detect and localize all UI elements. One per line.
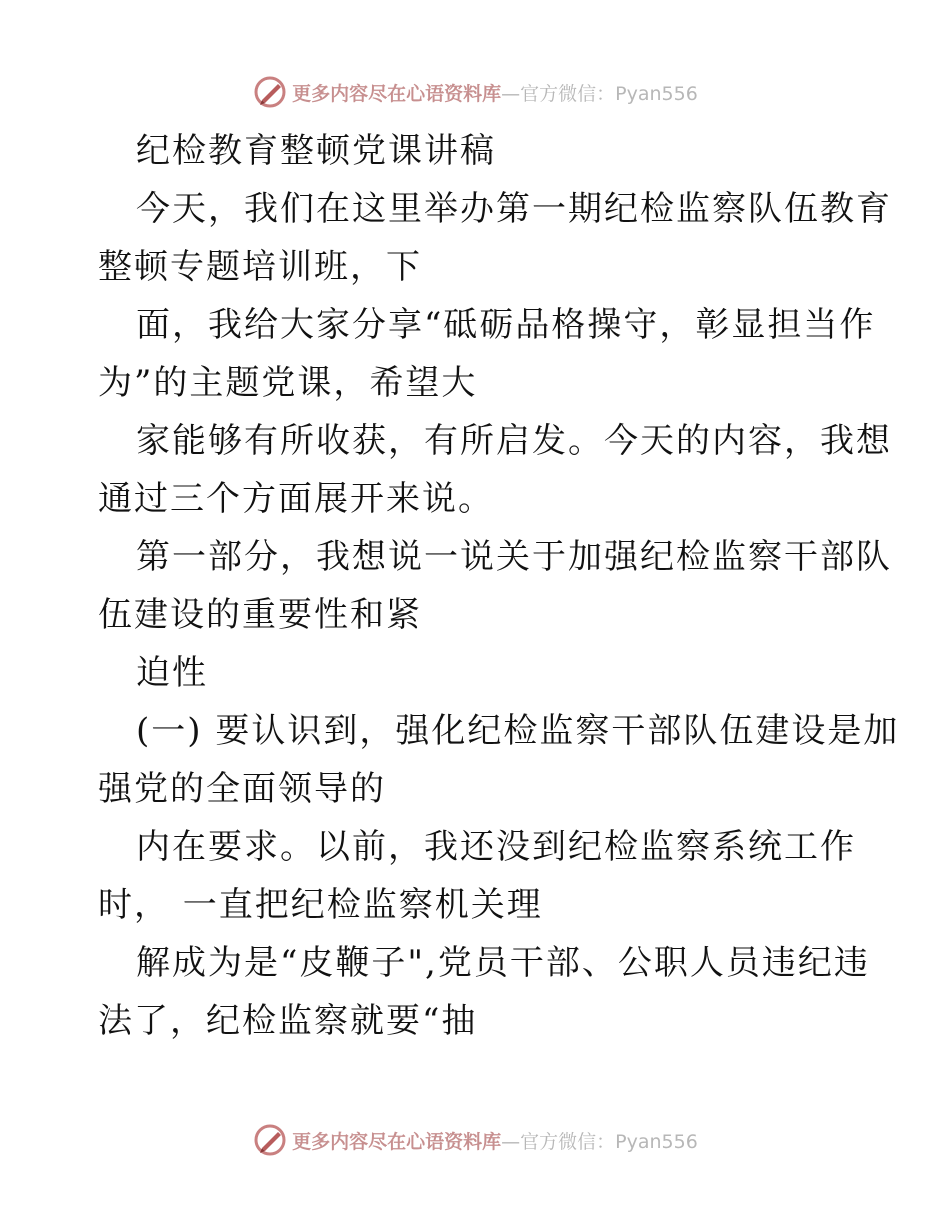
text-line: 伍建设的重要性和紧 — [98, 595, 422, 635]
text-line: 今天，我们在这里举办第一期纪检监察队伍教育 — [136, 189, 892, 229]
banner-text: 更多内容尽在心语资料库 — [292, 82, 502, 105]
text-line: 面，我给大家分享“砥砺品格操守，彰显担当作 — [136, 305, 876, 345]
text-line: 时， 一直把纪检监察机关理 — [98, 885, 543, 925]
text-line: 解成为是“皮鞭子",党员干部、公职人员违纪违 — [136, 943, 870, 983]
text-line: 强党的全面领导的 — [98, 769, 386, 809]
text-line: 通过三个方面展开来说。 — [98, 479, 494, 519]
document-body — [98, 122, 900, 1050]
text-line: 家能够有所收获，有所启发。今天的内容，我想 — [136, 421, 892, 461]
pen-logo-icon — [252, 1122, 288, 1158]
text-line: 为”的主题党课，希望大 — [98, 363, 478, 403]
document-title: 纪检教育整顿党课讲稿 — [136, 131, 496, 171]
banner-contact: —官方微信：Pyan556 — [501, 82, 698, 105]
banner-text: 更多内容尽在心语资料库 — [292, 1130, 502, 1153]
banner-contact: —官方微信：Pyan556 — [501, 1130, 698, 1153]
header-watermark-banner — [0, 72, 950, 112]
text-line: 整顿专题培训班，下 — [98, 247, 422, 287]
footer-watermark-banner — [0, 1120, 950, 1160]
text-line: 第一部分，我想说一说关于加强纪检监察干部队 — [136, 537, 892, 577]
text-line: 内在要求。以前，我还没到纪检监察系统工作 — [136, 827, 856, 867]
section-heading: (一) 要认识到，强化纪检监察干部队伍建设是加 — [136, 711, 900, 751]
text-line: 法了，纪检监察就要“抽 — [98, 1001, 478, 1041]
text-line: 迫性 — [136, 653, 208, 693]
pen-logo-icon — [252, 74, 288, 110]
